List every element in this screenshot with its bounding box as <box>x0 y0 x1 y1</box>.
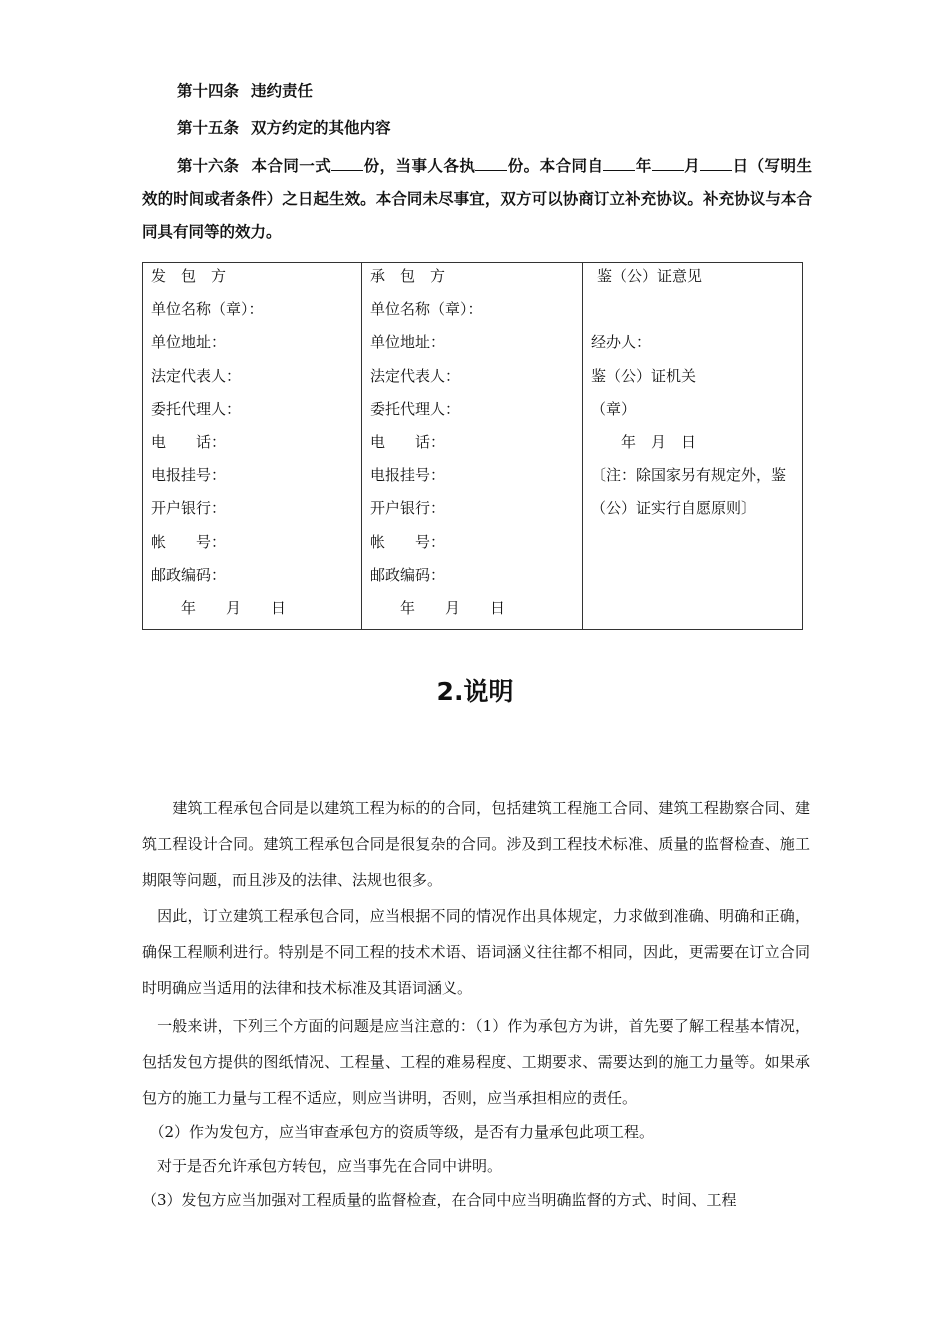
table-cell: 〔注：除国家另有规定外，鉴 <box>591 466 787 485</box>
table-cell: （章） <box>591 399 637 418</box>
notary-column <box>583 263 803 630</box>
fill-blank[interactable] <box>700 156 732 171</box>
table-cell: 开户银行： <box>370 499 446 518</box>
clause-text: 本合同一式 <box>251 157 332 175</box>
table-cell: 鉴（公）证意见 <box>597 267 703 285</box>
paragraph: 对于是否允许承包方转包，应当事先在合同中讲明。 <box>142 1157 503 1175</box>
fill-blank[interactable] <box>475 156 507 171</box>
clause-text: 日（写明生效的时间或者条件）之日起生效。本合同未尽事宜，双方可以协商订立补充协议。补充协议与本合同具有同等的效力。 <box>142 157 812 241</box>
table-cell: 邮政编码： <box>151 565 227 584</box>
table-cell: 发 包 方 <box>151 267 227 285</box>
fill-blank[interactable] <box>603 156 635 171</box>
table-cell <box>583 296 802 329</box>
table-cell: 委托代理人： <box>370 399 461 418</box>
table-cell: 单位名称（章）： <box>370 300 483 319</box>
clause-number: 第十四条 <box>177 82 240 100</box>
clause-number: 第十五条 <box>177 119 240 137</box>
clause-text: 月 <box>683 157 701 175</box>
fill-blank[interactable] <box>652 156 684 171</box>
table-cell: 经办人： <box>591 333 652 352</box>
clause-text: 年 <box>635 157 652 175</box>
table-cell: 单位地址： <box>370 333 446 352</box>
table-cell: 电 话： <box>151 432 227 451</box>
table-cell: 帐 号： <box>151 532 227 551</box>
clause-text: 违约责任 <box>251 82 314 100</box>
table-cell: 承 包 方 <box>370 267 446 285</box>
table-cell: 单位地址： <box>151 333 227 352</box>
clause-16 <box>142 150 812 249</box>
clause-number: 第十六条 <box>177 157 240 175</box>
table-cell: 年 月 日 <box>370 598 506 617</box>
paragraph: （3）发包方应当加强对工程质量的监督检查，在合同中应当明确监督的方式、时间、工程 <box>142 1191 737 1209</box>
table-cell: 电报挂号： <box>151 466 227 485</box>
table-cell: 开户银行： <box>151 499 227 518</box>
table-cell: 委托代理人： <box>151 399 242 418</box>
table-cell: 邮政编码： <box>370 565 446 584</box>
clause-text: 份。本合同自 <box>507 157 604 175</box>
table-cell: 法定代表人： <box>370 366 461 385</box>
section-title: 2.说明 <box>436 677 514 706</box>
contractor-column <box>362 263 583 630</box>
employer-column <box>143 263 362 630</box>
table-cell: （公）证实行自愿原则〕 <box>591 499 757 518</box>
table-cell: 电 话： <box>370 432 446 451</box>
table-cell: 单位名称（章）： <box>151 300 264 319</box>
signature-table <box>142 262 803 630</box>
paragraph: 因此，订立建筑工程承包合同，应当根据不同的情况作出具体规定，力求做到准确、明确和正确，确保工程顺利进行。特别是不同工程的技术术语、语词涵义往往都不相同，因此，更需要在订立合同时明确应当适用的法律和技术标准及其语词涵义。 <box>142 907 810 997</box>
table-cell: 年 月 日 <box>151 598 287 617</box>
fill-blank[interactable] <box>331 156 363 171</box>
clause-15 <box>142 112 812 145</box>
clause-text: 双方约定的其他内容 <box>251 119 391 137</box>
table-cell: 帐 号： <box>370 532 446 551</box>
table-cell: 法定代表人： <box>151 366 242 385</box>
clause-text: 份，当事人各执 <box>363 157 476 175</box>
table-cell: 鉴（公）证机关 <box>591 366 697 385</box>
paragraph: 一般来讲，下列三个方面的问题是应当注意的：（1）作为承包方为讲，首先要了解工程基本情况，包括发包方提供的图纸情况、工程量、工程的难易程度、工期要求、需要达到的施工力量等。如果承包方的施工力量与工程不适应，则应当讲明，否则，应当承担相应的责任。 <box>142 1017 810 1107</box>
table-cell: 电报挂号： <box>370 466 446 485</box>
table-cell: 年 月 日 <box>591 432 697 451</box>
paragraph: 建筑工程承包合同是以建筑工程为标的的合同，包括建筑工程施工合同、建筑工程勘察合同、建筑工程设计合同。建筑工程承包合同是很复杂的合同。涉及到工程技术标准、质量的监督检查、施工期限等问题，而且涉及的法律、法规也很多。 <box>142 799 810 889</box>
clause-14 <box>142 75 812 108</box>
paragraph: （2）作为发包方，应当审查承包方的资质等级，是否有力量承包此项工程。 <box>142 1123 655 1141</box>
